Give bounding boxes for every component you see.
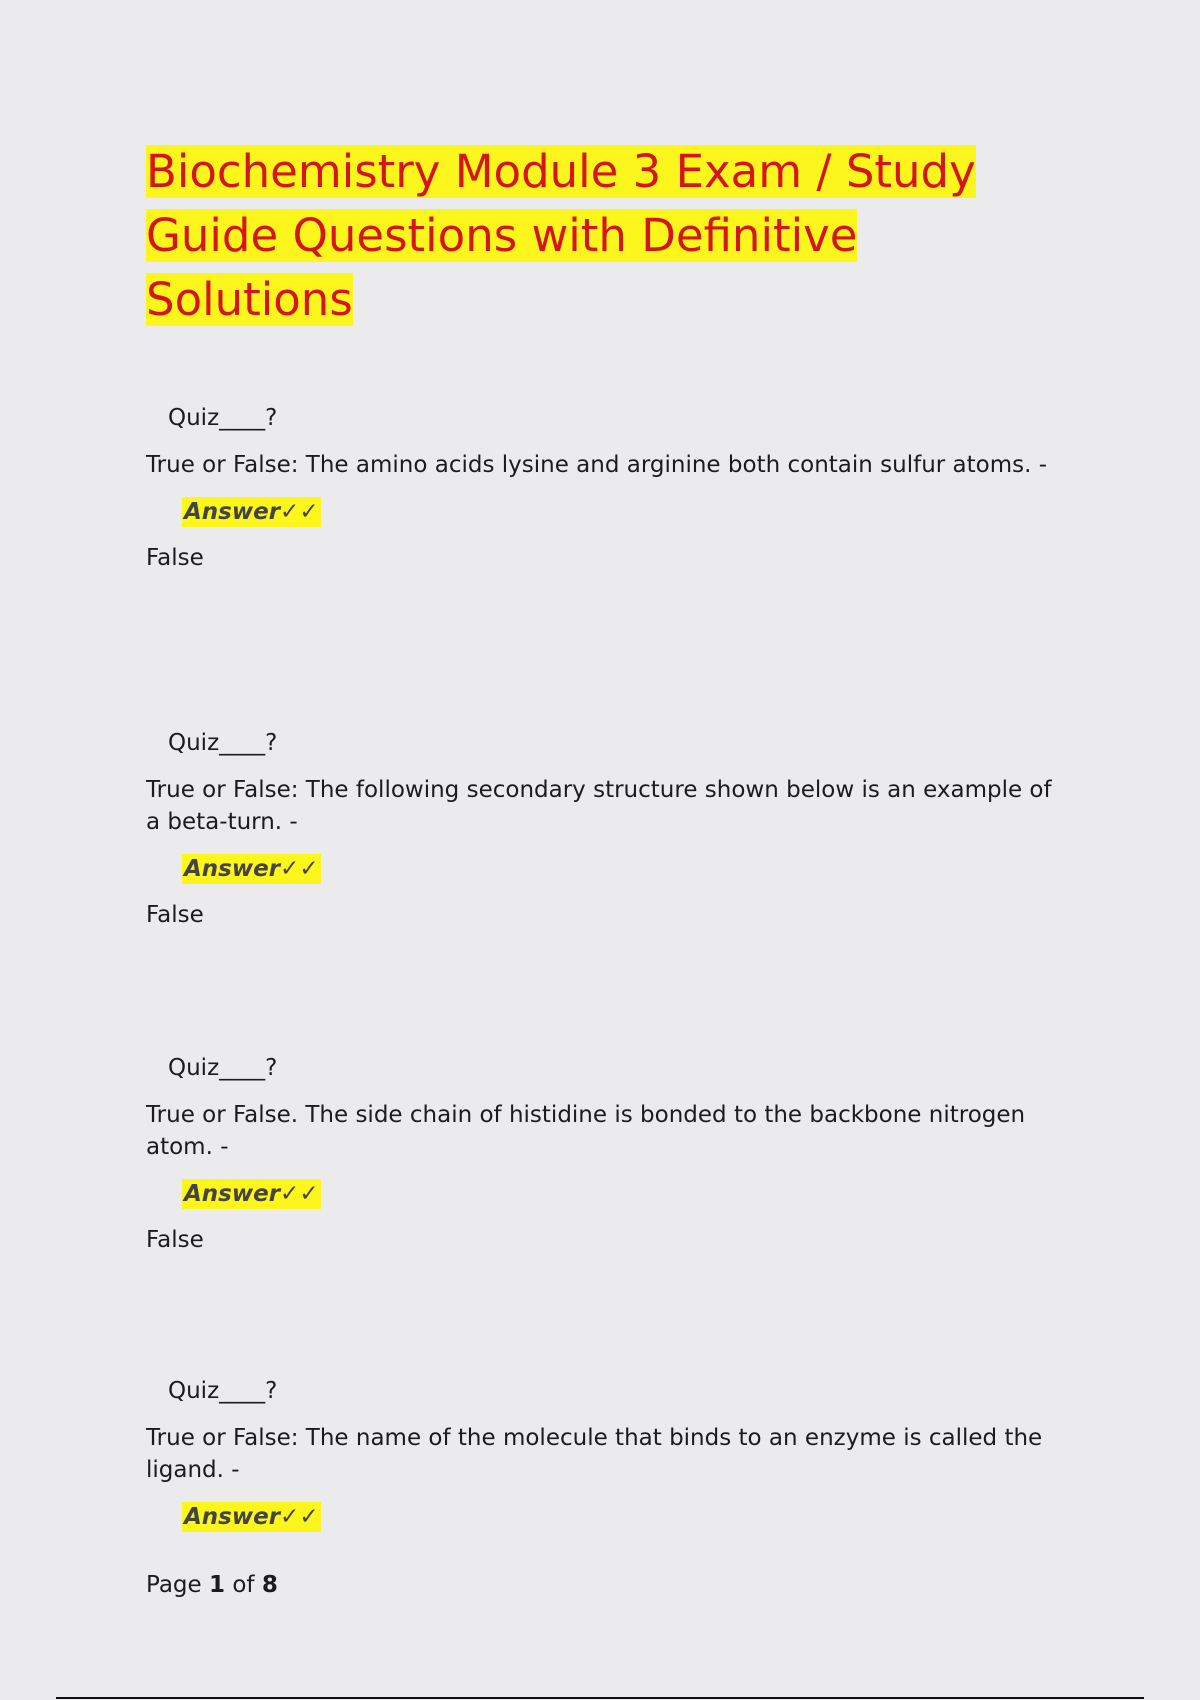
of-word: of bbox=[232, 1572, 255, 1598]
question-text: True or False: The amino acids lysine and arginine both contain sulfur atoms. - bbox=[146, 452, 1048, 478]
question-text: True or False: The name of the molecule that binds to an enzyme is called the ligand. - bbox=[146, 1425, 1043, 1483]
question-text: True or False: The following secondary structure shown below is an example of a beta-turn. - bbox=[146, 777, 1052, 835]
quiz-label: Quiz____? bbox=[168, 730, 278, 756]
quiz-item bbox=[146, 1053, 1066, 1255]
title-highlight: Biochemistry Module 3 Exam / Study Guide Questions with Definitive Solutions bbox=[146, 145, 976, 326]
document-page bbox=[146, 140, 1066, 332]
answer-label: Answer✓✓ bbox=[184, 1181, 319, 1207]
quiz-label: Quiz____? bbox=[168, 1378, 278, 1404]
quiz-item bbox=[146, 403, 1066, 573]
quiz-item bbox=[146, 1376, 1066, 1532]
answer-value: False bbox=[146, 902, 204, 928]
answer-value: False bbox=[146, 545, 204, 571]
quiz-label: Quiz____? bbox=[168, 1055, 278, 1081]
page-footer bbox=[146, 1570, 278, 1600]
answer-label: Answer✓✓ bbox=[184, 499, 319, 525]
answer-label: Answer✓✓ bbox=[184, 856, 319, 882]
question-text: True or False. The side chain of histidine is bonded to the backbone nitrogen atom. - bbox=[146, 1102, 1026, 1160]
answer-value: False bbox=[146, 1227, 204, 1253]
quiz-label: Quiz____? bbox=[168, 405, 278, 431]
total-pages-number: 8 bbox=[261, 1572, 278, 1598]
document-title bbox=[146, 140, 1066, 332]
page-word: Page bbox=[146, 1572, 202, 1598]
footer-divider bbox=[56, 1697, 1144, 1699]
answer-label: Answer✓✓ bbox=[184, 1504, 319, 1530]
quiz-item bbox=[146, 728, 1066, 930]
current-page-number: 1 bbox=[209, 1572, 226, 1598]
